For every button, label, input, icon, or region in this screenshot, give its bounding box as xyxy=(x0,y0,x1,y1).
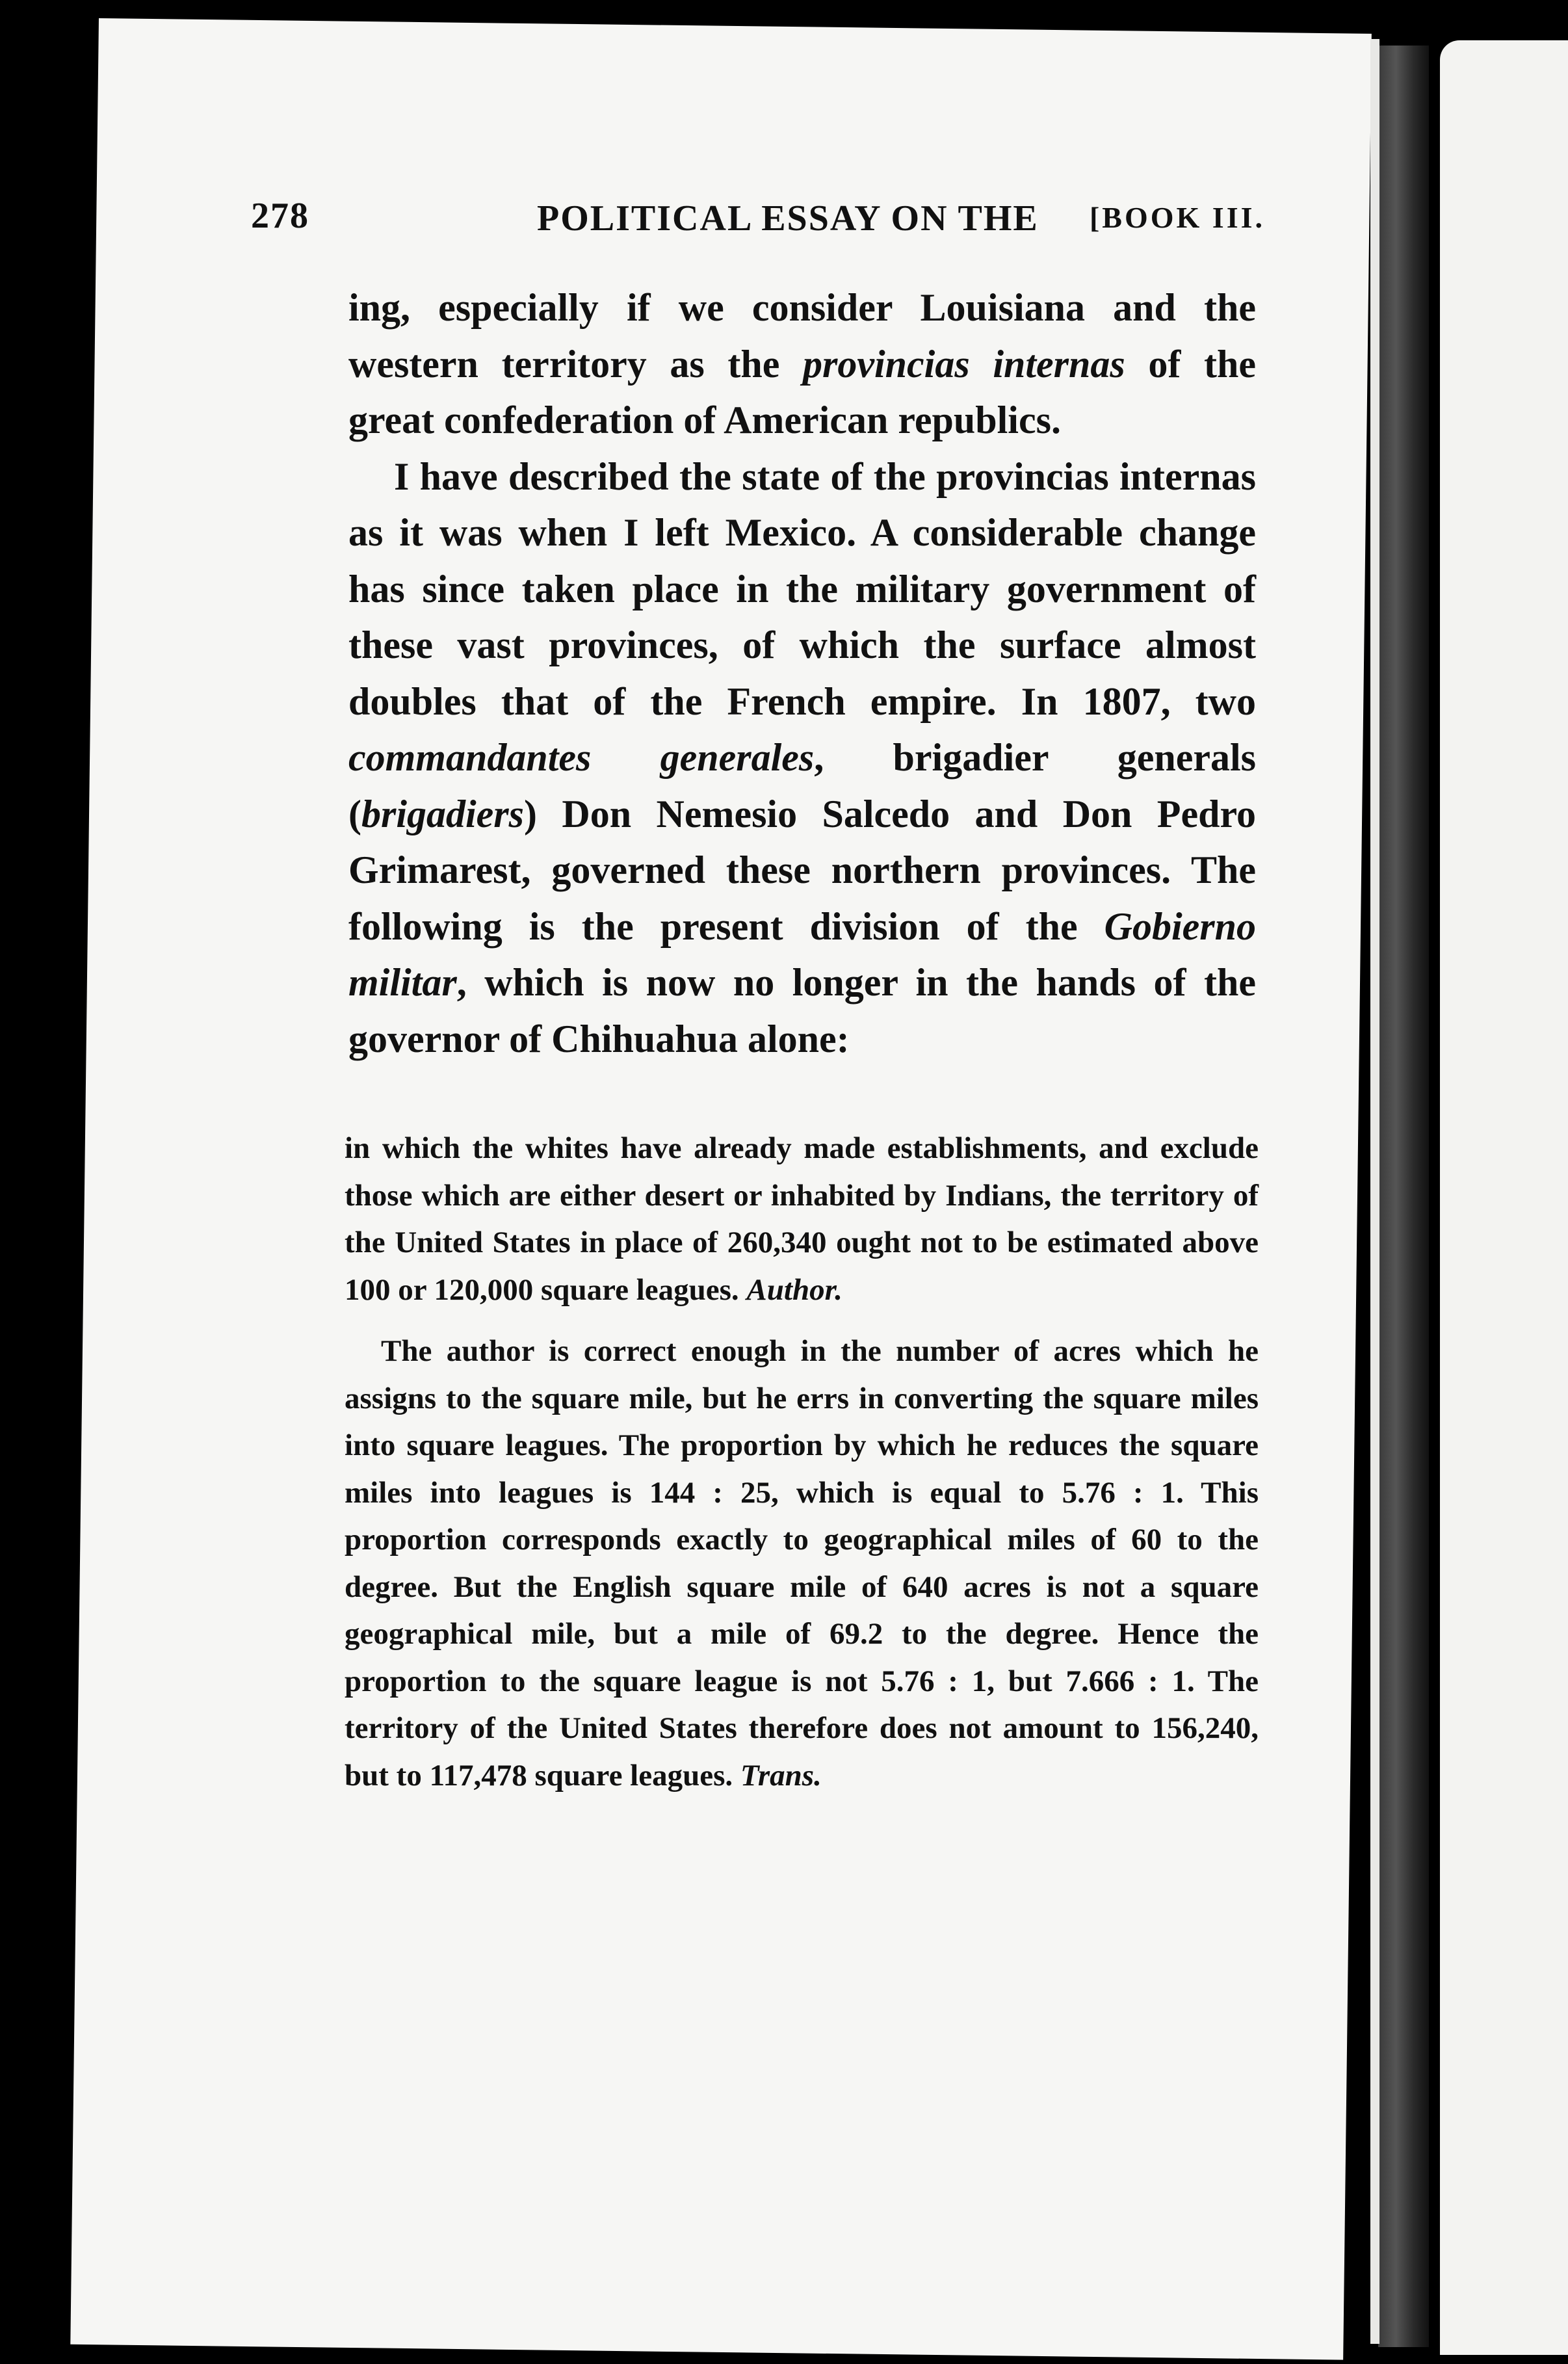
italic-run: Gobierno militar xyxy=(348,904,1256,1004)
paragraph-1 xyxy=(348,280,1256,449)
footnote xyxy=(345,1125,1259,1799)
paragraph-2 xyxy=(348,449,1256,1068)
spacer xyxy=(345,1313,1259,1328)
text-run: , brigadier generals ( xyxy=(348,736,1257,835)
italic-run: brigadiers xyxy=(361,792,525,835)
main-text xyxy=(348,280,1256,1067)
book-spine xyxy=(1378,46,1429,2347)
italic-run: Trans. xyxy=(740,1758,822,1793)
text-run: ) Don Nemesio Salcedo and Don Pedro Grimarest, governed these northern provinces. The following is the present division of the xyxy=(348,792,1256,948)
page-number: 278 xyxy=(251,196,309,236)
footnote-paragraph-1 xyxy=(345,1125,1259,1313)
text-run: The author is correct enough in the number of acres which he assigns to the square mile, but he errs in converting the square miles into square leagues. The proportion by which he reduces the square miles into leagues is 144 : 25, which is equal to 5.76 : 1. This proportion corresponds exactly to geographical miles of 60 to the degree. But the English square mile of 640 acres is not a square geographical mile, but a mile of 69.2 to the degree. Hence the proportion to the square league is not 5.76 : 1, but 7.666 : 1. The territory of the United States therefore does not amount to 156,240, but to 117,478 square leagues. xyxy=(345,1334,1259,1793)
italic-run: provincias internas xyxy=(803,342,1125,386)
page-edge xyxy=(1370,39,1379,2344)
text-run: I have described the state of the provincias internas as it was when I left Mexico. A considerable change has since taken place in the military government of these vast provinces, of which the surface almost doubles that of the French empire. In 1807, two xyxy=(348,454,1256,723)
text-run: in which the whites have already made establishments, and exclude those which are either desert or inhabited by Indians, the territory of the United States in place of 260,340 ought not to be estimated above 100 or 120,000 square leagues. xyxy=(345,1131,1259,1307)
footnote-paragraph-2 xyxy=(345,1328,1259,1799)
italic-run: commandantes generales xyxy=(348,736,815,779)
running-title: POLITICAL ESSAY ON THE xyxy=(537,198,1039,239)
text-run: of the great confederation of American republics. xyxy=(348,342,1257,441)
text-run: ing, especially if we consider Louisiana and the western territory as the xyxy=(348,286,1256,386)
italic-run: Author. xyxy=(746,1272,843,1307)
facing-page-edge xyxy=(1440,40,1568,2355)
running-head xyxy=(251,195,1265,247)
text-run: , which is now no longer in the hands of the governor of Chihuahua alone: xyxy=(348,961,1256,1060)
book-label: [BOOK III. xyxy=(1089,201,1265,234)
